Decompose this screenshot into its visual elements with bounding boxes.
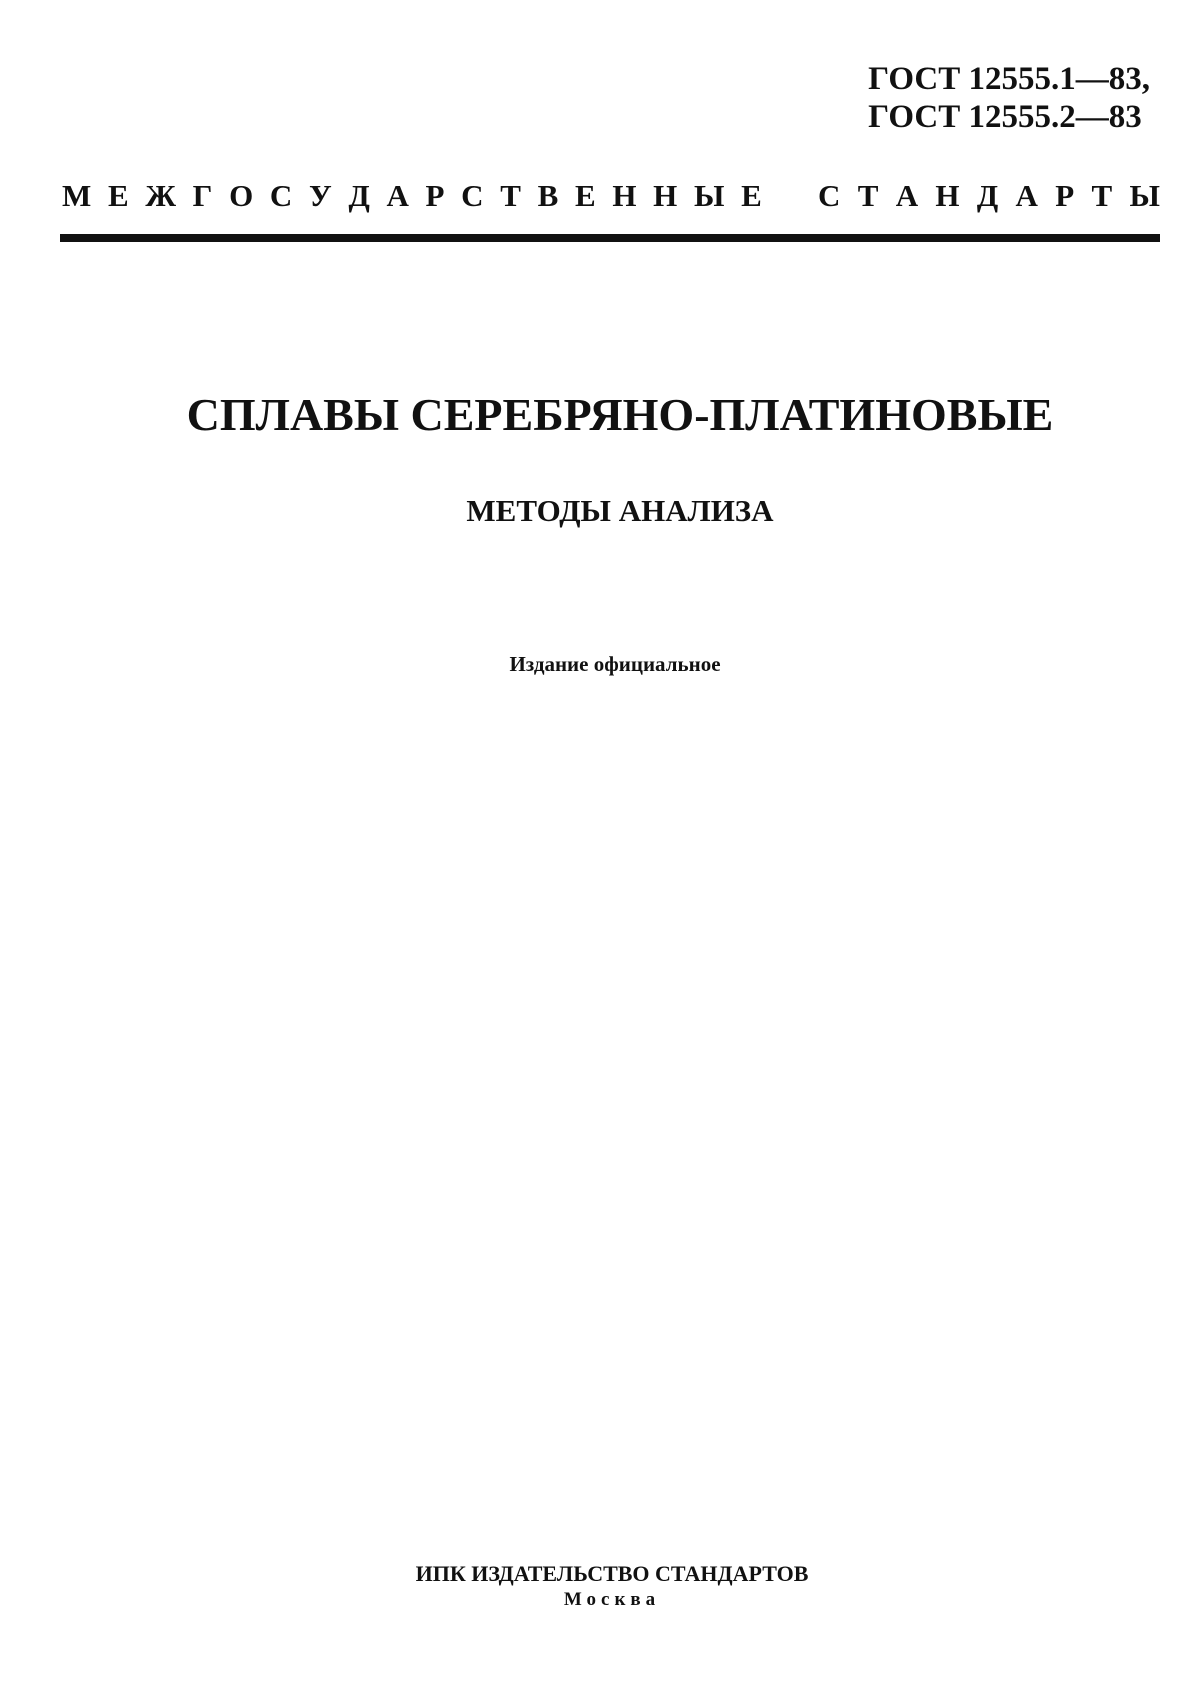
publisher-name: ИПК ИЗДАТЕЛЬСТВО СТАНДАРТОВ <box>415 1561 809 1586</box>
standard-numbers <box>868 60 1150 136</box>
series-letter: У <box>308 178 332 213</box>
series-letter: А <box>895 178 919 213</box>
series-letter: С <box>269 178 293 213</box>
document-subtitle: МЕТОДЫ АНАЛИЗА <box>466 493 774 528</box>
series-letter: Е <box>741 178 762 213</box>
series-letter: Т <box>857 178 879 213</box>
series-letter: Ы <box>1129 178 1160 213</box>
series-letter: Ы <box>693 178 725 213</box>
series-letter: Р <box>425 178 445 213</box>
series-word-2 <box>818 178 1160 214</box>
header-rule <box>60 234 1160 242</box>
series-letter: Н <box>935 178 960 213</box>
series-letter: А <box>1015 178 1038 213</box>
publisher-city: Москва <box>563 1589 661 1610</box>
series-heading <box>62 178 1160 214</box>
edition-note: Издание официальное <box>509 652 721 676</box>
series-letter: Н <box>612 178 637 213</box>
series-letter: С <box>818 178 841 213</box>
standard-number-1: ГОСТ 12555.1—83, <box>868 61 1150 97</box>
series-letter: М <box>62 178 92 213</box>
series-letter: Т <box>1091 178 1113 213</box>
series-letter: А <box>386 178 409 213</box>
document-title: СПЛАВЫ СЕРЕБРЯНО-ПЛАТИНОВЫЕ <box>186 389 1054 440</box>
series-letter: Г <box>192 178 213 213</box>
series-letter: Е <box>107 178 129 213</box>
series-letter: Д <box>976 178 999 213</box>
series-letter: О <box>229 178 254 213</box>
series-letter: Ж <box>145 178 176 213</box>
series-letter: Е <box>574 178 596 213</box>
series-letter: С <box>461 178 484 213</box>
standard-number-2: ГОСТ 12555.2—83 <box>868 99 1142 135</box>
series-letter: Т <box>500 178 521 213</box>
series-word-1 <box>62 178 762 214</box>
series-letter: Н <box>653 178 678 213</box>
series-letter: Р <box>1055 178 1075 213</box>
series-letter: В <box>537 178 559 213</box>
series-letter: Д <box>348 178 370 213</box>
